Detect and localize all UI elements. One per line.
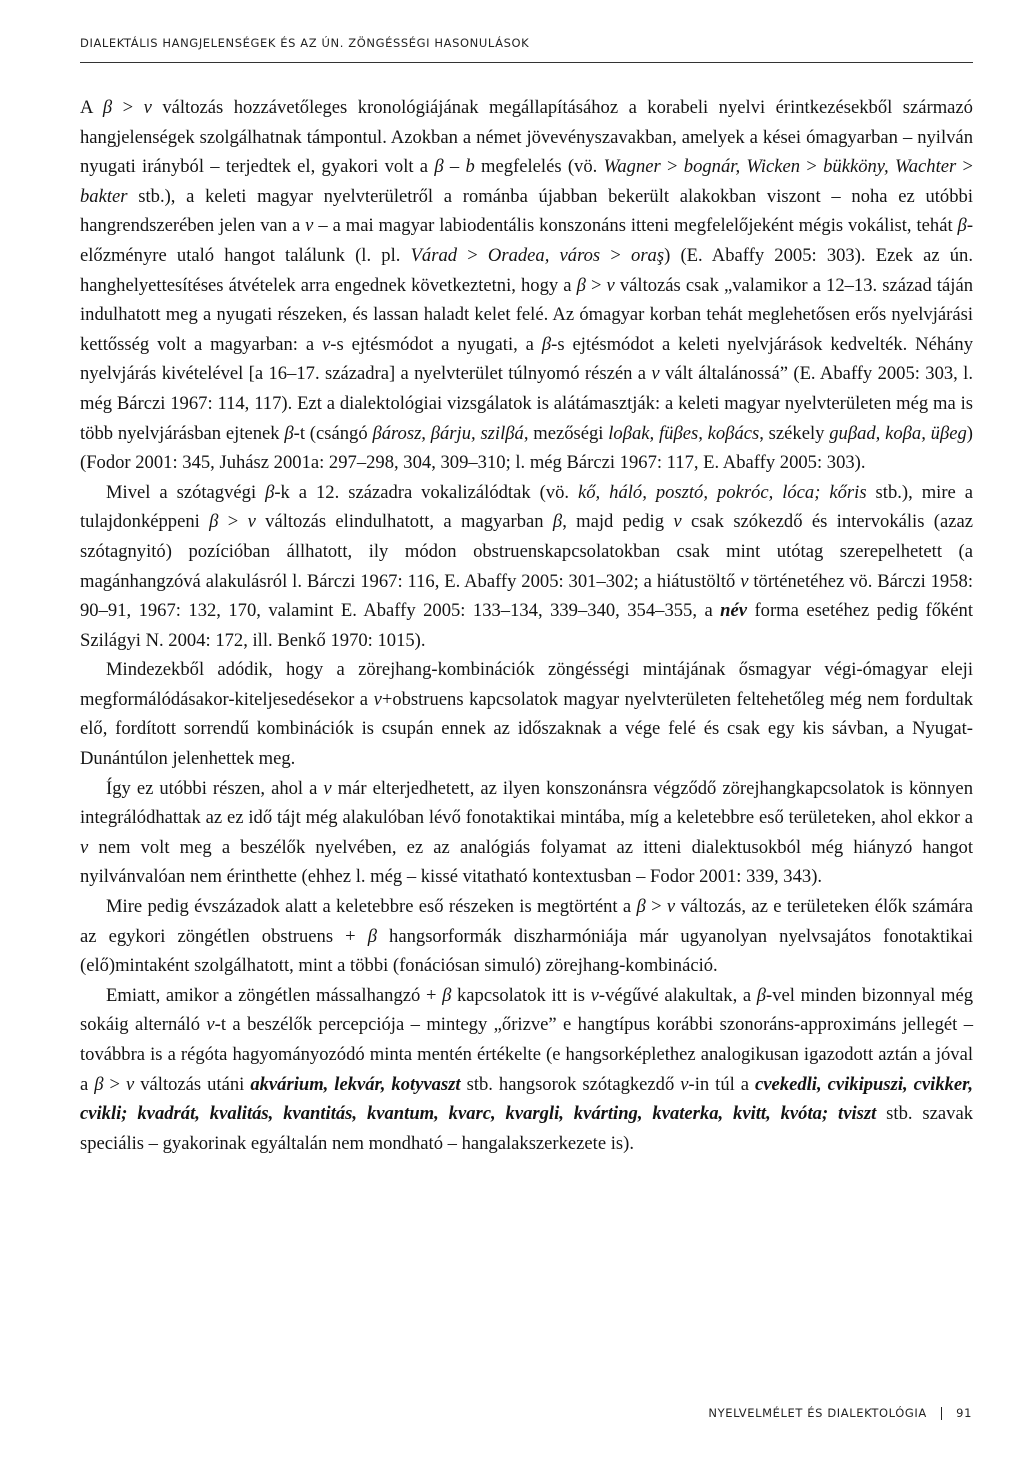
text-run: > [112, 97, 144, 118]
text-run: > [585, 274, 607, 296]
text-run: ) (E. Abaffy 2005: 303). Ezek az ún. hanghelyettesítéses átvételek arra engednek következtetni, hogy a [80, 244, 973, 296]
text-run: > [218, 511, 248, 533]
text-run: már elterjedhetett, az ilyen konszonánsra végződő zörejhangkapcsolatok is könnyen integrálódhattak az ez idő tájt még alakulóban lévő fonotaktikai mintába, míg a keletebbre eső területeken, ahol ekkor a [80, 777, 973, 829]
text-run: változás elindulhatott, a magyarban [255, 511, 553, 533]
paragraph [80, 655, 973, 773]
text-run: > [645, 896, 667, 918]
text-run: -vel minden bizonnyal még sokáig alternáló [80, 984, 973, 1036]
italic-run: β [957, 215, 967, 237]
text-run: stb.), a keleti magyar nyelvterületről a románba újabban bekerült alakokban viszont – noha ez utóbbi hangrendszerében jelen van a [80, 185, 973, 237]
text-run: A [80, 97, 103, 118]
text-run: > [103, 1073, 126, 1095]
paragraph [80, 892, 973, 981]
italic-run: v [373, 688, 382, 710]
text-run: -s ejtésmódot a keleti nyelvjárások kedvelték. Néhány nyelvjárás kivételével [a 16–17. századra] a nyelvterület túlnyomó részén a [80, 333, 974, 385]
text-run: hangsorformák diszharmóniája már ugyanolyan nyelvsajátos fonotaktikai (elő)mintaként szolgálhatott, mint a többi (fonációsan simuló) zörejhang-kombináció. [80, 925, 973, 977]
running-head: DIALEKTÁLIS HANGJELENSÉGEK ÉS AZ ÚN. ZÖNGÉSSÉGI HASONULÁSOK [80, 36, 530, 50]
text-run: -t (csángó [293, 422, 373, 444]
italic-run: β [102, 97, 113, 118]
text-run: , majd pedig [562, 511, 674, 533]
italic-run: v [125, 1073, 135, 1095]
text-run: > [457, 244, 488, 266]
body-text [80, 93, 973, 1158]
italic-run: v [673, 511, 682, 533]
journal-title: NYELVELMÉLET ÉS DIALEKTOLÓGIA [708, 1406, 927, 1420]
text-run: -előzményre utaló hangot találunk (l. pl. [80, 215, 974, 266]
italic-run: v [305, 215, 314, 237]
footer-separator [941, 1407, 942, 1420]
italic-run: β [284, 422, 294, 444]
text-run: -végűvé alakultak, a [598, 984, 757, 1006]
text-run: Így ez utóbbi részen, ahol a [106, 777, 324, 799]
text-run: csak szókezdő és intervokális (azaz szótagnyitó) pozícióban állhatott, ily módon obstruenskapcsolatokban csak mint utótag szerepelhetett (a magánhangzóvá alakulásról l. Bárczi 1967: 116, E. Abaffy 2005: 301–302; a hiátustöltő [80, 511, 973, 592]
italic-run: b [465, 156, 475, 178]
text-run: történetéhez vö. Bárczi 1958: 90–91, 1967: 132, 170, valamint E. Abaffy 2005: 133–134, 339–340, 354–355, a [80, 570, 973, 622]
italic-run: v [247, 511, 256, 533]
italic-run: bognár, Wicken [683, 156, 801, 178]
text-run: kapcsolatok itt is [451, 984, 591, 1006]
italic-run: v [666, 896, 676, 918]
italic-run: β [265, 481, 275, 503]
text-run: > [956, 156, 974, 178]
italic-run: v [143, 97, 152, 118]
text-run: -k a 12. századra vokalizálódtak (vö. [274, 481, 578, 503]
text-run: stb. szavak speciális – gyakorinak egyáltalán nem mondható – hangalakszerkezete is). [80, 1103, 973, 1154]
text-run: vált általánossá” (E. Abaffy 2005: 303, l. még Bárczi 1967: 114, 117). Ezt a dialektológiai vizsgálatok is alátámasztják: a keleti magyar nyelvterületen még ma is több nyelvjárásban ejtenek [80, 363, 973, 444]
text-run: ) (Fodor 2001: 345, Juhász 2001a: 297–298, 304, 309–310; l. még Bárczi 1967: 117, E. Abaffy 2005: 303). [80, 422, 973, 474]
text-run: > [800, 156, 824, 178]
italic-run: βárosz, βárju, szilβá [372, 422, 524, 444]
page-footer [708, 1406, 972, 1420]
paragraph [80, 981, 973, 1159]
italic-run: v [322, 333, 331, 355]
italic-run: β [367, 925, 377, 947]
italic-run: v [206, 1014, 215, 1036]
italic-run: v [651, 363, 660, 385]
italic-run: β [442, 984, 452, 1006]
italic-run: v [80, 836, 89, 858]
text-run: megfelelés (vö. [474, 156, 604, 178]
bold-italic-run: név [720, 600, 748, 622]
page-number: 91 [956, 1406, 972, 1420]
text-run: , mezőségi [523, 422, 609, 444]
italic-run: v [323, 777, 332, 799]
italic-run: Wagner [603, 156, 661, 178]
bold-italic-run: akvárium, lekvár, kotyvaszt [250, 1073, 461, 1095]
italic-run: guβad, koβa, üβeg [829, 422, 967, 444]
italic-run: β [94, 1073, 104, 1095]
text-run: -in túl a [688, 1073, 756, 1095]
text-run: > [660, 156, 684, 178]
italic-run: v [740, 570, 749, 592]
italic-run: β [552, 511, 563, 533]
paragraph [80, 478, 973, 656]
italic-run: β [434, 156, 444, 178]
italic-run: Oradea, város [487, 244, 601, 266]
text-run: Mivel a szótagvégi [106, 481, 266, 503]
italic-run: β [576, 274, 586, 296]
italic-run: bükköny, Wachter [823, 156, 957, 178]
bold-italic-run: cvekedli, cvikipuszi, cvikker, cvikli; kvadrát, kvalitás, kvantitás, kvantum, kvarc, kvargli, kvárting, kvaterka, kvitt, kvóta; tviszt [80, 1073, 974, 1125]
italic-run: v [606, 274, 615, 296]
italic-run: v [590, 984, 599, 1006]
italic-run: bakter [80, 185, 128, 207]
header-rule [80, 62, 973, 63]
text-run: +obstruens kapcsolatok magyar nyelvterületen feltehetőleg még nem fordultak elő, fordított sorrendű kombinációk is csupán ennek az időszaknak a vége felé és csak egy kis sávban, a Nyugat-Dunántúlon jelenhettek meg. [80, 688, 973, 770]
text-run: stb. hangsorok szótagkezdő [460, 1073, 681, 1095]
italic-run: loβak, füβes, koβács [608, 422, 760, 444]
italic-run: β [756, 984, 767, 1006]
text-run: , székely [759, 422, 830, 444]
text-run: nem volt meg a beszélők nyelvében, ez az analógiás folyamat az itteni dialektusokból még hiányzó hangot nyilvánvalóan nem érinthette (ehhez l. még – kissé vitatható kontextusban – Fodor 2001: 339, 343). [80, 836, 973, 888]
text-run: forma esetéhez pedig főként Szilágyi N. 2004: 172, ill. Benkő 1970: 1015). [80, 600, 973, 651]
italic-run: oraş [631, 244, 665, 266]
text-run: stb.), mire a tulajdonképpeni [80, 481, 973, 533]
text-run: -t a beszélők percepciója – mintegy „őrizve” e hangtípus korábbi szonoráns-approximáns jellegét – továbbra is a régóta hagyományozódó minta mentén értékelte (e hangsorképlethez analogikusan igazodott aztán a jóval a [80, 1014, 973, 1095]
text-run: változás, az e területeken élők számára az egykori zöngétlen obstruens + [80, 896, 973, 947]
italic-run: kő, háló, posztó, pokróc, lóca; kőris [578, 481, 867, 503]
text-run: Mindezekből adódik, hogy a zörejhang-kombinációk zöngésségi mintájának ősmagyar végi-ómagyar eleji megformálódásakor-kiteljesedésekor a [80, 659, 973, 710]
text-run: -s ejtésmódot a nyugati, a [330, 333, 542, 355]
text-run: – [443, 156, 466, 178]
italic-run: v [680, 1073, 689, 1095]
text-run: Emiatt, amikor a zöngétlen mássalhangzó + [106, 984, 443, 1006]
text-run: változás utáni [134, 1073, 251, 1095]
text-run: Mire pedig évszázadok alatt a keletebbre eső részeken is megtörtént a [106, 896, 637, 918]
italic-run: β [541, 333, 552, 355]
text-run: változás hozzávetőleges kronológiájának megállapításához a korabeli nyelvi érintkezésekből származó hangjelenségek szolgálhatnak támpontul. Azokban a német jövevényszavakban, amelyek a kései ómagyarban – nyilván nyugati irányból – terjedtek el, gyakori volt a [80, 97, 973, 178]
italic-run: β [636, 896, 646, 918]
italic-run: β [209, 511, 219, 533]
text-run: változás csak „valamikor a 12–13. század táján indulhatott meg a nyugati részeken, és lassan haladt kelet felé. Az ómagyar korban tehát meglehetősen erős nyelvjárási kettősség volt a magyarban: a [80, 274, 973, 355]
paragraph [80, 774, 973, 892]
text-run: > [600, 244, 632, 266]
paragraph [80, 93, 973, 478]
italic-run: Várad [410, 244, 458, 266]
text-run: – a mai magyar labiodentális konszonáns itteni megfelelőjeként mégis vokálist, tehát [313, 215, 958, 237]
